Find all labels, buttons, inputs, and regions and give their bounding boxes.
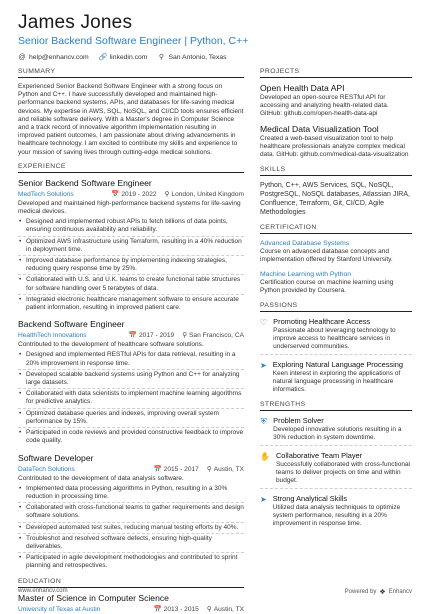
education-location-text: Austin, TX (213, 605, 244, 613)
candidate-title: Senior Backend Software Engineer | Python, C++ (18, 35, 249, 47)
job-dates-text: 2015 - 2017 (163, 465, 199, 473)
contact-linkedin[interactable] (99, 53, 148, 61)
job-location (182, 331, 244, 340)
strength-title: Problem Solver (273, 416, 324, 426)
strength-description: Successfully collaborated with cross-functional teams to deliver projects on time and within budget. (275, 460, 411, 485)
contact-email[interactable] (18, 53, 89, 61)
job-dates-text: 2019 - 2022 (121, 190, 157, 198)
left-column (18, 64, 244, 614)
job-title: Software Developer (18, 452, 94, 463)
shield-icon: ⛨ (260, 417, 267, 427)
passion-item (260, 360, 412, 394)
footer-brand (345, 588, 412, 596)
job-entry (18, 178, 244, 313)
contact-row (18, 53, 418, 61)
location-pin-icon: ⚲ (164, 190, 170, 198)
contact-location (157, 53, 226, 61)
passion-title: Promoting Healthcare Access (273, 317, 371, 327)
education-meta (18, 605, 244, 614)
strengths-heading: STRENGTHS (260, 401, 412, 411)
projects-heading: PROJECTS (260, 68, 412, 78)
right-column (260, 64, 412, 528)
heart-icon: ♡ (260, 318, 268, 328)
passions-heading: PASSIONS (260, 302, 412, 312)
school-name: University of Texas at Austin (18, 605, 101, 613)
passion-item (260, 317, 412, 351)
job-entry (18, 319, 244, 446)
job-bullet: • Collaborated with data scientists to implement machine learning algorithms for predictive analytics. (18, 390, 244, 408)
job-dates-text: 2017 - 2019 (138, 332, 175, 340)
strength-item (260, 416, 412, 442)
at-icon: @ (18, 53, 26, 61)
summary-heading: SUMMARY (18, 68, 244, 78)
job-bullet: • Optimized AWS infrastructure using Terraform, resulting in a 40% reduction in deployment time. (18, 238, 244, 256)
calendar-icon: 📅 (128, 332, 137, 340)
calendar-icon: 📅 (153, 465, 162, 473)
job-location (165, 190, 244, 199)
strength-item (260, 451, 412, 485)
linkedin-text: linkedin.com (109, 53, 148, 61)
location-pin-icon: ⚲ (158, 54, 165, 61)
certification-description: Certification course on machine learning using Python provided by Coursera. (260, 278, 394, 294)
divider (260, 354, 412, 355)
job-description: Developed and maintained high-performance backend systems for life-saving medical devices. (18, 199, 241, 216)
location-text: San Antonio, Texas (168, 53, 227, 61)
calendar-icon: 📅 (111, 190, 120, 198)
location-pin-icon: ⚲ (206, 605, 212, 613)
certification-heading: CERTIFICATION (260, 224, 412, 234)
experience-heading: EXPERIENCE (18, 163, 244, 173)
job-dates (111, 190, 156, 199)
job-title: Backend Software Engineer (18, 319, 125, 330)
job-bullets (18, 351, 244, 446)
certification-title: Advanced Database Systems (260, 240, 350, 248)
project-title: Medical Data Visualization Tool (260, 123, 379, 134)
rocket-icon: ➤ (260, 495, 267, 505)
job-description: Contributed to the development of healthcare software solutions. (18, 341, 204, 349)
page-footer (18, 588, 412, 596)
job-meta (18, 331, 244, 340)
powered-by-text: Powered by (344, 589, 377, 595)
job-bullet: • Collaborated with U.S. and U.K. teams to create functional table structures for software handling over 5 terabytes of data. (18, 276, 244, 294)
divider (260, 445, 412, 446)
strength-title: Strong Analytical Skills (272, 494, 348, 504)
certification-title: Machine Learning with Python (260, 270, 352, 278)
enhancv-logo-icon: ❖ (379, 589, 386, 596)
job-description: Contributed to the development of data analysis software. (18, 474, 184, 482)
job-location-text: London, United Kingdom (171, 190, 244, 198)
project-description: Created a web-based visualization tool to help healthcare professionals analyze complex medical data. GitHub: github.com/medical-data-visualization (260, 134, 409, 159)
calendar-icon: 📅 (153, 605, 162, 613)
link-icon: 🔗 (98, 54, 108, 61)
candidate-name: James Jones (18, 12, 133, 33)
job-bullets (18, 485, 244, 572)
job-bullet: • Developed automated test suites, reducing manual testing efforts by 40%. (18, 524, 244, 534)
job-bullets (18, 218, 244, 313)
skills-list: Python, C++, AWS Services, SQL, NoSQL, PostgreSQL, NoSQL databases, Atlassian JIRA, Confluence, Terraform, Git, CI/CD, Agile Methodologies (260, 182, 410, 217)
job-entry (18, 453, 244, 572)
handshake-icon: ✋ (260, 452, 270, 462)
job-company: HealthTech Innovations (18, 332, 87, 340)
job-dates (129, 331, 174, 340)
education-heading: EDUCATION (18, 578, 244, 588)
location-pin-icon: ⚲ (182, 332, 188, 340)
location-pin-icon: ⚲ (206, 465, 212, 473)
job-bullet: • Troubleshot and resolved software defects, ensuring high-quality deliverables. (18, 535, 244, 553)
job-meta (18, 190, 244, 199)
job-location (207, 465, 244, 474)
brand-name: Enhancv (388, 589, 412, 595)
education-dates (153, 605, 198, 614)
job-bullet: • Improved database performance by implementing indexing strategies, reducing query response time by 25%. (18, 257, 244, 275)
project-description: Developed an open-source RESTful API for accessing and analyzing health-related data. GitHub: github.com/open-health-data-api (260, 94, 389, 118)
job-dates (153, 465, 198, 474)
education-dates-text: 2013 - 2015 (163, 605, 199, 613)
education-location (207, 605, 244, 614)
rocket-icon: ➤ (260, 361, 267, 371)
resume-header (18, 12, 418, 61)
footer-website[interactable]: www.enhancv.com (18, 588, 68, 594)
skills-heading: SKILLS (260, 166, 412, 176)
certification-description: Course on advanced database concepts and implementation offered by Stanford University. (260, 248, 393, 264)
passion-description: Keen interest in exploring the applications of natural language processing in healthcare informatics. (272, 369, 401, 394)
summary-text: Experienced Senior Backend Software Engineer with a strong focus on Python and C++. I have successfully developed and maintained high-performance backend systems, APIs, and databases for life-saving medical devices. My expertise in AWS, SQL, NoSQL, and CI/CD tools ensures efficient and reliable software delivery. With a Master's degree in Computer Science and a track record of innovative algorithm implementation resulting in improved patient outcomes, I am passionate about driving advancements in healthcare technology. I am excited to contribute my skills and experience to your mission of saving lives through cutting-edge medical solutions. (18, 83, 244, 156)
job-company: DataTech Solutions (18, 465, 75, 473)
job-company: MedTech Solutions (18, 190, 74, 198)
job-bullet: • Integrated electronic healthcare management software to ensure accurate patient information, resulting in improved patient care. (18, 296, 244, 313)
job-location-text: Austin, TX (213, 465, 244, 473)
job-bullet: • Developed scalable backend systems using Python and C++ for analyzing large datasets. (18, 371, 244, 389)
project-title: Open Health Data API (260, 83, 345, 93)
job-bullet: • Implemented data processing algorithms in Python, resulting in a 30% reduction in processing time. (18, 485, 244, 503)
passion-title: Exploring Natural Language Processing (272, 360, 403, 370)
passion-description: Passionate about leveraging technology to improve access to healthcare services in underserved communities. (273, 326, 396, 350)
job-bullet: • Designed and implemented robust APIs to fetch billions of data points, ensuring continuous availability and reliability. (18, 218, 244, 236)
strength-description: Utilized data analysis techniques to optimize system performance, resulting in a 20% improvement in response time. (272, 503, 401, 528)
strength-item (260, 494, 412, 528)
job-bullet: • Participated in code reviews and provided constructive feedback to improve code quality. (18, 429, 244, 446)
job-bullet: • Participated in agile development methodologies and contributed to sprint planning and retrospectives. (18, 554, 244, 571)
job-bullet: • Collaborated with cross-functional teams to gather requirements and design software solutions. (18, 504, 244, 522)
job-bullet: • Designed and implemented RESTful APIs for data retrieval, resulting in a 20% improvement in response time. (18, 351, 244, 369)
email-text: help@enhancv.com (29, 53, 89, 61)
job-bullet: • Optimized database queries and indexes, improving overall system performance by 15%. (18, 410, 244, 428)
strength-description: Developed innovative solutions resulting in a 30% reduction in system downtime. (273, 425, 402, 441)
divider (260, 488, 412, 489)
job-title: Senior Backend Software Engineer (18, 177, 152, 188)
degree-title: Master of Science in Computer Science (18, 592, 169, 603)
job-location-text: San Francisco, CA (189, 332, 244, 340)
strength-title: Collaborative Team Player (275, 451, 363, 461)
job-meta (18, 465, 244, 474)
